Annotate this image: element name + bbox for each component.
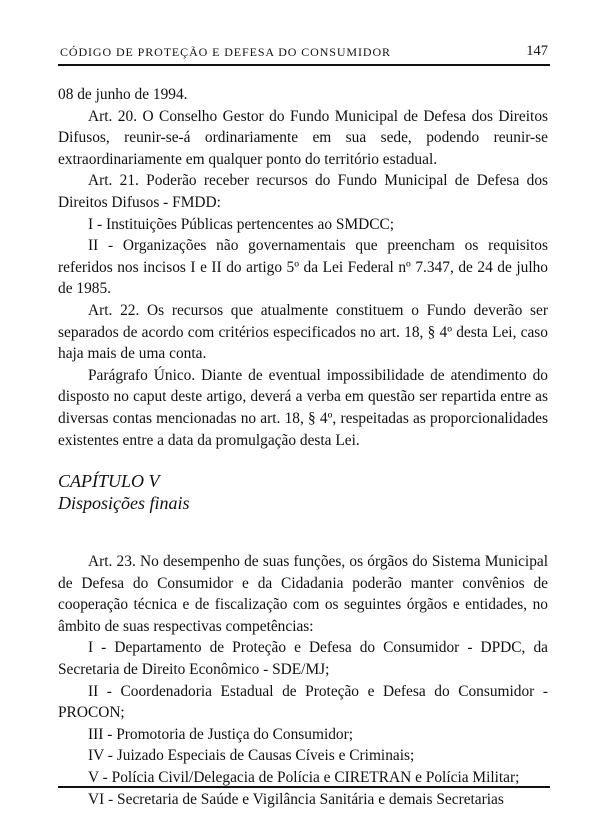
footer-rule xyxy=(58,786,550,788)
page-number: 147 xyxy=(526,43,548,59)
body-paragraph: Parágrafo Único. Diante de eventual impossibilidade de atendimento do disposto no caput deste artigo, deverá a verba em questão ser repartida entre as diversas contas mencionadas no art. 18, § 4º, respeitadas as proporcionalidades existentes entre a data da promulgação desta Lei. xyxy=(58,366,548,449)
body-paragraph: VI - Secretaria de Saúde e Vigilância Sanitária e demais Secretarias xyxy=(88,790,504,808)
chapter-title: CAPÍTULO V xyxy=(58,471,160,492)
body-paragraph: Art. 21. Poderão receber recursos do Fundo Municipal de Defesa dos Direitos Difusos - FMDD: xyxy=(58,172,548,211)
chapter-subtitle: Disposições finais xyxy=(58,493,190,514)
header-rule xyxy=(58,64,550,66)
body-paragraph: I - Instituições Públicas pertencentes ao SMDCC; xyxy=(88,215,395,233)
body-paragraph: II - Organizações não governamentais que preencham os requisitos referidos nos incisos I e II do artigo 5º da Lei Federal nº 7.347, de 24 de julho de 1985. xyxy=(58,237,548,298)
body-paragraph: I - Departamento de Proteção e Defesa do Consumidor - DPDC, da Secretaria de Direito Econômico - SDE/MJ; xyxy=(58,639,548,679)
body-paragraph: III - Promotoria de Justiça do Consumidor; xyxy=(88,725,354,743)
body-paragraph: IV - Juizado Especiais de Causas Cíveis e Criminais; xyxy=(88,747,415,765)
paragraphs-before-chapter xyxy=(58,84,548,451)
body-paragraph: II - Coordenadoria Estadual de Proteção e Defesa do Consumidor - PROCON; xyxy=(58,682,548,722)
paragraphs-after-chapter xyxy=(58,551,548,810)
running-title: CÓDIGO DE PROTEÇÃO E DEFESA DO CONSUMIDOR xyxy=(60,45,391,59)
body-paragraph: 08 de junho de 1994. xyxy=(58,86,188,103)
body-paragraph: Art. 23. No desempenho de suas funções, os órgãos do Sistema Municipal de Defesa do Consumidor e da Cidadania poderão manter convênios de cooperação técnica e de fiscalização com os seguintes órgãos e entidades, no âmbito de suas respectivas competências: xyxy=(58,553,548,635)
body-paragraph: Art. 22. Os recursos que atualmente constituem o Fundo deverão ser separados de acordo com critérios especificados no art. 18, § 4º desta Lei, caso haja mais de uma conta. xyxy=(58,301,548,363)
page-header xyxy=(58,43,548,63)
body-paragraph: Art. 20. O Conselho Gestor do Fundo Municipal de Defesa dos Direitos Difusos, reunir-se-á ordinariamente em sua sede, podendo reunir-se extraordinariamente em qualquer ponto do território estadual. xyxy=(58,107,548,168)
body-paragraph: V - Polícia Civil/Delegacia de Polícia e CIRETRAN e Polícia Militar; xyxy=(88,769,520,787)
page-body xyxy=(58,84,548,810)
